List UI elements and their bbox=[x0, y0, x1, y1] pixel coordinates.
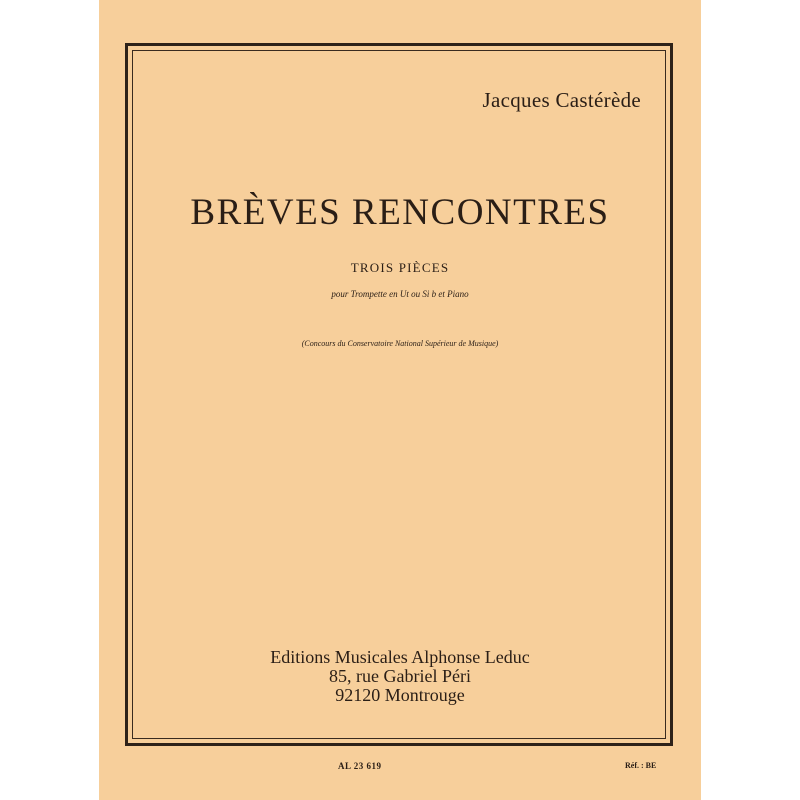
composer-name: Jacques Castérède bbox=[482, 88, 641, 112]
inner-border-frame bbox=[132, 50, 666, 739]
concours-note: (Concours du Conservatoire National Supérieur de Musique) bbox=[301, 339, 499, 348]
work-title: BRÈVES RENCONTRES bbox=[190, 192, 610, 233]
publisher-name: Editions Musicales Alphonse Leduc bbox=[270, 647, 530, 667]
publisher-block bbox=[99, 648, 701, 705]
instrumentation-line: pour Trompette en Ut ou Si b et Piano bbox=[331, 289, 469, 299]
score-cover bbox=[99, 0, 701, 800]
reference-code: Réf. : BE bbox=[625, 761, 657, 770]
catalog-number: AL 23 619 bbox=[338, 761, 382, 771]
publisher-street: 85, rue Gabriel Péri bbox=[329, 666, 471, 686]
work-subtitle: TROIS PIÈCES bbox=[350, 260, 450, 275]
publisher-city: 92120 Montrouge bbox=[335, 685, 465, 705]
